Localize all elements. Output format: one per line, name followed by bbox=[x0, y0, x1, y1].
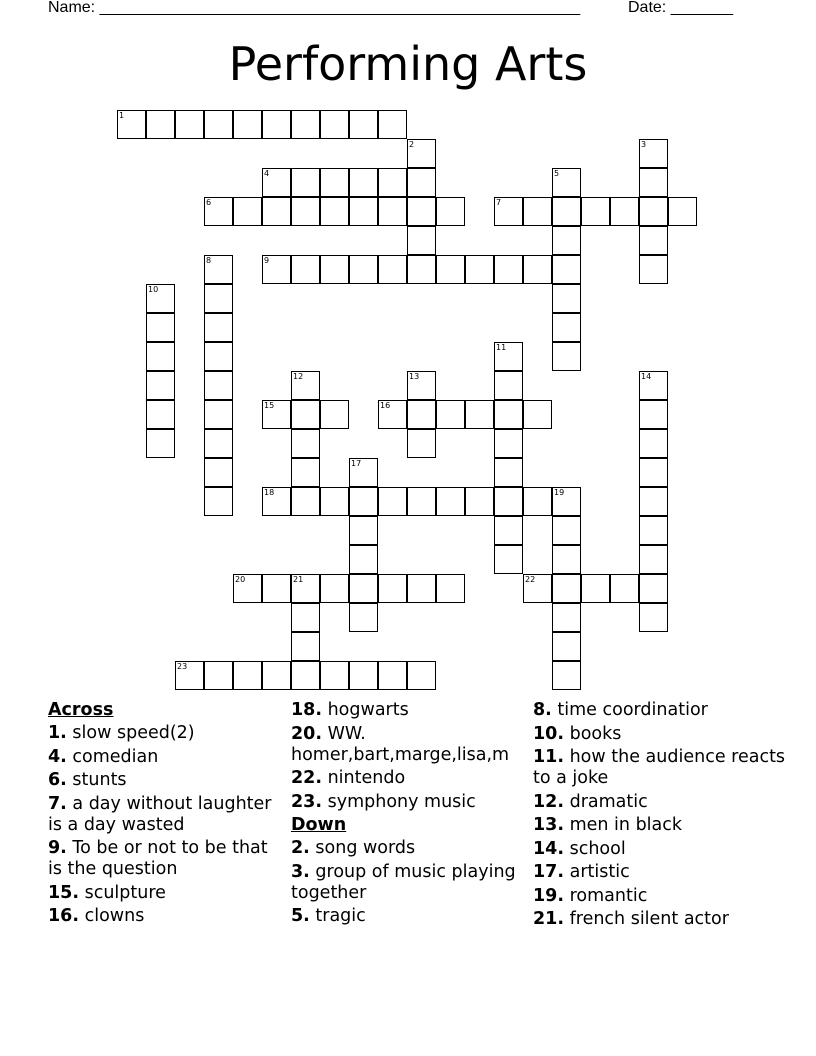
grid-cell[interactable] bbox=[233, 661, 262, 690]
clue-number: 8. bbox=[533, 700, 552, 720]
clue-number: 1. bbox=[48, 723, 67, 743]
grid-cell[interactable] bbox=[552, 603, 581, 632]
clue-number-label: 13 bbox=[409, 372, 420, 381]
grid-cell[interactable] bbox=[639, 516, 668, 545]
grid-cell[interactable] bbox=[407, 168, 436, 197]
grid-cell[interactable] bbox=[291, 661, 320, 690]
grid-cell[interactable] bbox=[552, 197, 581, 226]
grid-cell[interactable] bbox=[262, 110, 291, 139]
grid-cell[interactable] bbox=[204, 429, 233, 458]
clue-number-label: 16 bbox=[380, 401, 391, 410]
date-field-label: Date: _______ bbox=[628, 0, 733, 16]
grid-cell[interactable] bbox=[262, 197, 291, 226]
grid-cell[interactable] bbox=[233, 110, 262, 139]
grid-cell[interactable] bbox=[523, 197, 552, 226]
grid-cell[interactable] bbox=[639, 603, 668, 632]
clue-item bbox=[48, 838, 283, 880]
clue-text: To be or not to be that is the question bbox=[48, 838, 268, 879]
grid-cell[interactable] bbox=[639, 255, 668, 284]
grid-cell[interactable] bbox=[175, 110, 204, 139]
grid-cell[interactable] bbox=[291, 487, 320, 516]
grid-cell[interactable] bbox=[378, 661, 407, 690]
clue-number: 4. bbox=[48, 746, 67, 767]
grid-cell[interactable] bbox=[262, 661, 291, 690]
clue-number-label: 4 bbox=[264, 169, 270, 178]
grid-cell[interactable] bbox=[291, 400, 320, 429]
clue-number: 3. bbox=[291, 861, 310, 882]
grid-cell[interactable] bbox=[552, 226, 581, 255]
clue-number: 22. bbox=[291, 768, 323, 788]
clue-text: comedian bbox=[72, 746, 159, 767]
grid-cell[interactable] bbox=[349, 545, 378, 574]
clue-item bbox=[533, 747, 793, 789]
grid-cell[interactable] bbox=[320, 661, 349, 690]
grid-cell[interactable] bbox=[639, 168, 668, 197]
clue-item bbox=[533, 839, 793, 860]
grid-cell[interactable] bbox=[291, 110, 320, 139]
clue-number: 18. bbox=[291, 700, 323, 720]
clue-number: 23. bbox=[291, 791, 323, 812]
clue-item bbox=[533, 792, 793, 813]
grid-cell[interactable] bbox=[436, 255, 465, 284]
clue-number-label: 3 bbox=[641, 140, 647, 149]
clue-text: clowns bbox=[84, 906, 145, 926]
grid-cell[interactable] bbox=[378, 487, 407, 516]
clue-item bbox=[291, 792, 531, 813]
clue-number-label: 9 bbox=[264, 256, 270, 265]
grid-cell[interactable] bbox=[639, 487, 668, 516]
clue-number-label: 15 bbox=[264, 401, 275, 410]
clue-number: 2. bbox=[291, 838, 310, 858]
clue-item bbox=[291, 838, 531, 859]
clue-text: french silent actor bbox=[569, 909, 729, 929]
clue-number-label: 14 bbox=[641, 372, 652, 381]
grid-cell[interactable] bbox=[320, 168, 349, 197]
clue-item bbox=[48, 747, 283, 768]
clue-text: how the audience reacts to a joke bbox=[533, 747, 786, 788]
grid-cell[interactable] bbox=[407, 197, 436, 226]
clue-text: men in black bbox=[569, 815, 683, 835]
grid-cell[interactable] bbox=[291, 429, 320, 458]
clue-number-label: 17 bbox=[351, 459, 362, 468]
grid-cell[interactable] bbox=[320, 197, 349, 226]
clue-number: 6. bbox=[48, 770, 67, 790]
clue-column-1 bbox=[48, 700, 283, 930]
grid-cell[interactable] bbox=[639, 429, 668, 458]
clue-text: symphony music bbox=[327, 791, 476, 812]
clue-number: 16. bbox=[48, 906, 80, 926]
clue-text: group of music playing together bbox=[291, 861, 516, 903]
grid-cell[interactable] bbox=[320, 487, 349, 516]
grid-cell[interactable] bbox=[494, 255, 523, 284]
grid-cell[interactable] bbox=[639, 574, 668, 603]
grid-cell[interactable] bbox=[407, 574, 436, 603]
grid-cell[interactable] bbox=[581, 574, 610, 603]
grid-cell[interactable] bbox=[494, 458, 523, 487]
clue-number: 11. bbox=[533, 747, 565, 767]
clue-item bbox=[533, 909, 793, 930]
grid-cell[interactable] bbox=[262, 574, 291, 603]
grid-cell[interactable] bbox=[204, 110, 233, 139]
grid-cell[interactable] bbox=[552, 255, 581, 284]
clue-number-label: 19 bbox=[554, 488, 565, 497]
grid-cell[interactable] bbox=[349, 574, 378, 603]
clue-number-label: 10 bbox=[148, 285, 159, 294]
grid-cell[interactable] bbox=[436, 400, 465, 429]
grid-cell[interactable] bbox=[552, 574, 581, 603]
page-title: Performing Arts bbox=[228, 37, 588, 91]
grid-cell[interactable] bbox=[523, 487, 552, 516]
clue-number: 20. bbox=[291, 723, 323, 744]
grid-cell[interactable] bbox=[349, 487, 378, 516]
grid-cell[interactable] bbox=[407, 429, 436, 458]
clue-item bbox=[48, 723, 283, 744]
grid-cell[interactable] bbox=[639, 197, 668, 226]
clue-text: a day without laughter is a day wasted bbox=[48, 793, 272, 835]
grid-cell[interactable] bbox=[552, 516, 581, 545]
grid-cell[interactable] bbox=[204, 458, 233, 487]
clue-number: 15. bbox=[48, 882, 80, 903]
grid-cell[interactable] bbox=[349, 516, 378, 545]
clue-number: 7. bbox=[48, 793, 67, 814]
clue-item bbox=[48, 770, 283, 791]
grid-cell[interactable] bbox=[146, 342, 175, 371]
clue-section-heading: Across bbox=[48, 700, 114, 720]
grid-cell[interactable] bbox=[204, 487, 233, 516]
clue-number-label: 6 bbox=[206, 198, 212, 207]
grid-cell[interactable] bbox=[320, 110, 349, 139]
clue-number-label: 21 bbox=[293, 575, 304, 584]
clue-number: 9. bbox=[48, 838, 67, 858]
grid-cell[interactable] bbox=[146, 429, 175, 458]
clue-text: romantic bbox=[569, 885, 648, 906]
grid-cell[interactable] bbox=[436, 574, 465, 603]
clue-number-label: 5 bbox=[554, 169, 560, 178]
clue-text: hogwarts bbox=[327, 700, 409, 720]
grid-cell[interactable] bbox=[320, 400, 349, 429]
clue-number-label: 23 bbox=[177, 662, 188, 671]
grid-cell[interactable] bbox=[378, 255, 407, 284]
clue-text: sculpture bbox=[84, 882, 166, 903]
grid-cell[interactable] bbox=[349, 661, 378, 690]
clue-text: books bbox=[569, 723, 622, 744]
grid-cell[interactable] bbox=[639, 226, 668, 255]
grid-cell[interactable] bbox=[349, 197, 378, 226]
grid-cell[interactable] bbox=[407, 661, 436, 690]
clue-text: school bbox=[569, 838, 626, 859]
grid-cell[interactable] bbox=[146, 371, 175, 400]
grid-cell[interactable] bbox=[552, 661, 581, 690]
clue-number-label: 22 bbox=[525, 575, 536, 584]
clue-text: artistic bbox=[569, 862, 630, 882]
clue-item bbox=[291, 700, 531, 721]
clue-number-label: 7 bbox=[496, 198, 502, 207]
grid-cell[interactable] bbox=[494, 516, 523, 545]
clue-item bbox=[291, 862, 531, 904]
grid-cell[interactable] bbox=[523, 400, 552, 429]
clue-item bbox=[48, 906, 283, 927]
clue-item bbox=[533, 862, 793, 883]
clue-number-label: 1 bbox=[119, 111, 125, 120]
grid-cell[interactable] bbox=[204, 342, 233, 371]
clue-text: WW. homer,bart,marge,lisa,m bbox=[291, 723, 510, 765]
grid-cell[interactable] bbox=[320, 574, 349, 603]
clue-number: 5. bbox=[291, 906, 310, 926]
clue-text: song words bbox=[315, 838, 416, 858]
clue-item bbox=[533, 724, 793, 745]
clue-column-2 bbox=[291, 700, 531, 930]
clue-number: 13. bbox=[533, 815, 565, 835]
grid-cell[interactable] bbox=[552, 545, 581, 574]
name-field-label: Name: ______________________________________________________ bbox=[48, 0, 581, 16]
grid-cell[interactable] bbox=[349, 603, 378, 632]
grid-cell[interactable] bbox=[407, 400, 436, 429]
grid-cell[interactable] bbox=[291, 197, 320, 226]
grid-cell[interactable] bbox=[349, 255, 378, 284]
clue-text: stunts bbox=[72, 770, 127, 790]
clue-number: 12. bbox=[533, 791, 565, 812]
clue-item bbox=[533, 815, 793, 836]
grid-cell[interactable] bbox=[378, 197, 407, 226]
clue-number-label: 8 bbox=[206, 256, 212, 265]
grid-cell[interactable] bbox=[291, 458, 320, 487]
grid-cell[interactable] bbox=[581, 197, 610, 226]
clue-number: 21. bbox=[533, 909, 565, 929]
grid-cell[interactable] bbox=[494, 429, 523, 458]
clue-text: dramatic bbox=[569, 791, 648, 812]
clue-item bbox=[533, 886, 793, 907]
clue-number-label: 11 bbox=[496, 343, 507, 352]
clue-number-label: 20 bbox=[235, 575, 246, 584]
grid-cell[interactable] bbox=[291, 255, 320, 284]
grid-cell[interactable] bbox=[204, 661, 233, 690]
grid-cell[interactable] bbox=[436, 487, 465, 516]
grid-cell[interactable] bbox=[291, 632, 320, 661]
grid-cell[interactable] bbox=[146, 110, 175, 139]
grid-cell[interactable] bbox=[378, 168, 407, 197]
grid-cell[interactable] bbox=[291, 168, 320, 197]
grid-cell[interactable] bbox=[465, 255, 494, 284]
clue-item bbox=[533, 700, 793, 721]
clue-text: tragic bbox=[315, 906, 366, 926]
grid-cell[interactable] bbox=[349, 168, 378, 197]
grid-cell[interactable] bbox=[378, 110, 407, 139]
clue-text: nintendo bbox=[327, 768, 406, 788]
grid-cell[interactable] bbox=[291, 603, 320, 632]
grid-cell[interactable] bbox=[639, 545, 668, 574]
grid-cell[interactable] bbox=[552, 342, 581, 371]
clue-number: 19. bbox=[533, 885, 565, 906]
clue-item bbox=[291, 724, 531, 766]
grid-cell[interactable] bbox=[436, 197, 465, 226]
grid-cell[interactable] bbox=[320, 255, 349, 284]
grid-cell[interactable] bbox=[494, 371, 523, 400]
grid-cell[interactable] bbox=[204, 313, 233, 342]
grid-cell[interactable] bbox=[465, 487, 494, 516]
grid-cell[interactable] bbox=[610, 197, 639, 226]
grid-cell[interactable] bbox=[552, 632, 581, 661]
grid-cell[interactable] bbox=[465, 400, 494, 429]
grid-cell[interactable] bbox=[639, 458, 668, 487]
grid-cell[interactable] bbox=[204, 284, 233, 313]
grid-cell[interactable] bbox=[552, 313, 581, 342]
clue-number: 17. bbox=[533, 862, 565, 882]
grid-cell[interactable] bbox=[494, 487, 523, 516]
clue-section-heading: Down bbox=[291, 815, 347, 835]
grid-cell[interactable] bbox=[146, 313, 175, 342]
grid-cell[interactable] bbox=[668, 197, 697, 226]
grid-cell[interactable] bbox=[494, 545, 523, 574]
clue-item bbox=[48, 794, 283, 836]
grid-cell[interactable] bbox=[407, 255, 436, 284]
clue-number-label: 2 bbox=[409, 140, 415, 149]
grid-cell[interactable] bbox=[523, 255, 552, 284]
clue-text: time coordinatior bbox=[557, 700, 708, 720]
clue-number: 14. bbox=[533, 838, 565, 859]
clue-text: slow speed(2) bbox=[72, 723, 195, 743]
grid-cell[interactable] bbox=[204, 371, 233, 400]
grid-cell[interactable] bbox=[349, 110, 378, 139]
clue-number-label: 12 bbox=[293, 372, 304, 381]
grid-cell[interactable] bbox=[233, 197, 262, 226]
grid-cell[interactable] bbox=[204, 400, 233, 429]
grid-cell[interactable] bbox=[639, 400, 668, 429]
grid-cell[interactable] bbox=[552, 284, 581, 313]
grid-cell[interactable] bbox=[494, 400, 523, 429]
clue-item bbox=[291, 768, 531, 789]
grid-cell[interactable] bbox=[146, 400, 175, 429]
clue-column-3 bbox=[533, 700, 793, 933]
clue-item bbox=[48, 883, 283, 904]
grid-cell[interactable] bbox=[407, 226, 436, 255]
clue-item bbox=[291, 906, 531, 927]
clue-number: 10. bbox=[533, 723, 565, 744]
grid-cell[interactable] bbox=[610, 574, 639, 603]
clue-number-label: 18 bbox=[264, 488, 275, 497]
grid-cell[interactable] bbox=[378, 574, 407, 603]
grid-cell[interactable] bbox=[407, 487, 436, 516]
